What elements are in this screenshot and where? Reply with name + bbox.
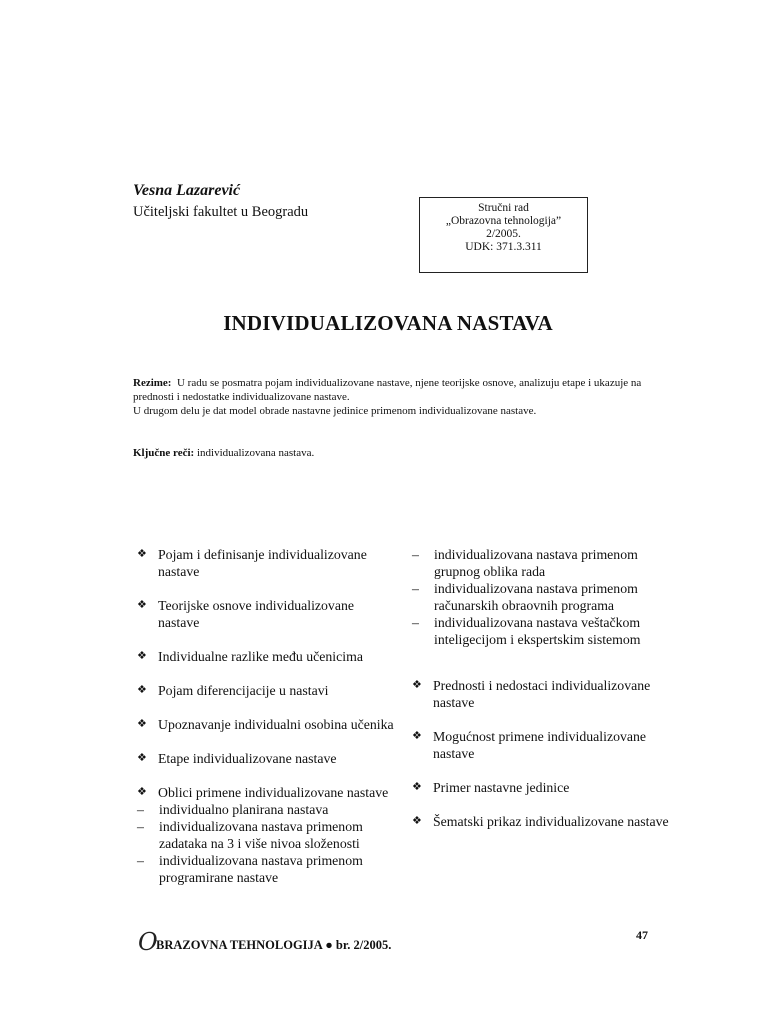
abstract-text-1: U radu se posmatra pojam individualizovane nastave, njene teorijske osnove, analizuju etape i ukazuje na prednosti i nedostatke individualizovane nastave. xyxy=(133,377,642,403)
abstract xyxy=(133,376,648,418)
list-item xyxy=(137,546,397,580)
abstract-text-2: U drugom delu je dat model obrade nastavne jedinice primenom individualizovane nastave. xyxy=(133,405,537,417)
article-type: Stručni rad xyxy=(478,202,529,214)
abstract-label: Rezime: xyxy=(133,377,172,389)
list-item-text: Mogućnost primene individualizovane nastave xyxy=(433,729,647,761)
sub-list-item xyxy=(137,801,397,818)
sub-list-item-text: individualizovana nastava veštačkom inteligecijom i ekspertskim sistemom xyxy=(434,615,641,647)
diamond-bullet-icon: ❖ xyxy=(137,718,147,730)
dash-marker: – xyxy=(137,802,144,817)
diamond-bullet-icon: ❖ xyxy=(137,752,147,764)
list-item-text: Pojam i definisanje individualizovane nastave xyxy=(158,547,367,579)
dash-marker: – xyxy=(412,581,419,596)
page-number: 47 xyxy=(636,928,648,942)
diamond-bullet-icon: ❖ xyxy=(137,786,147,798)
list-item xyxy=(137,648,397,665)
keywords xyxy=(133,447,314,459)
sub-list-item xyxy=(137,852,397,886)
contents-right-column xyxy=(412,546,672,830)
list-item-text: Pojam diferencijacije u nastavi xyxy=(158,683,329,698)
dash-marker: – xyxy=(412,615,419,630)
paper-title: INDIVIDUALIZOVANA NASTAVA xyxy=(223,311,553,335)
article-info-box xyxy=(419,197,588,273)
sub-list-item-text: individualizovana nastava primenom računarskih obraovnih programa xyxy=(434,581,638,613)
list-item-text: Primer nastavne jedinice xyxy=(433,780,570,795)
list-item xyxy=(137,750,397,767)
list-item-text: Upoznavanje individualni osobina učenika xyxy=(158,717,394,732)
list-item xyxy=(412,728,672,762)
sub-list-item-text: individualno planirana nastava xyxy=(159,802,329,817)
dash-marker: – xyxy=(137,853,144,868)
list-item-text: Prednosti i nedostaci individualizovane nastave xyxy=(433,678,651,710)
journal-logo: O xyxy=(138,928,158,956)
diamond-bullet-icon: ❖ xyxy=(137,548,147,560)
diamond-bullet-icon: ❖ xyxy=(137,684,147,696)
list-item xyxy=(412,779,672,796)
dash-marker: – xyxy=(137,819,144,834)
sub-list-item-text: individualizovana nastava primenom zadataka na 3 i više nivoa složenosti xyxy=(159,819,363,851)
diamond-bullet-icon: ❖ xyxy=(412,781,422,793)
diamond-bullet-icon: ❖ xyxy=(412,815,422,827)
footer-journal-name: BRAZOVNA TEHNOLOGIJA ● br. 2/2005. xyxy=(156,938,392,952)
dash-marker: – xyxy=(412,547,419,562)
issue-number: 2/2005. xyxy=(486,228,521,240)
diamond-bullet-icon: ❖ xyxy=(137,650,147,662)
list-item xyxy=(137,716,397,733)
list-item-text: Etape individualizovane nastave xyxy=(158,751,337,766)
sub-list-item xyxy=(412,580,672,614)
keywords-label: Ključne reči: xyxy=(133,447,195,459)
list-item-text: Šematski prikaz individualizovane nastave xyxy=(433,814,669,829)
list-item-text: Oblici primene individualizovane nastave xyxy=(158,785,389,800)
list-item xyxy=(412,813,672,830)
diamond-bullet-icon: ❖ xyxy=(137,599,147,611)
keywords-value: individualizovana nastava. xyxy=(196,447,315,459)
sub-list-item xyxy=(137,818,397,852)
sub-list-item-text: individualizovana nastava primenom programirane nastave xyxy=(159,853,363,885)
author-affiliation: Učiteljski fakultet u Beogradu xyxy=(133,204,309,220)
contents-left-column xyxy=(137,546,397,886)
diamond-bullet-icon: ❖ xyxy=(412,679,422,691)
list-item xyxy=(137,784,397,801)
list-item-text: Teorijske osnove individualizovane nastave xyxy=(158,598,354,630)
sub-list-item xyxy=(412,546,672,580)
page-footer xyxy=(138,928,650,958)
list-item xyxy=(137,682,397,699)
sub-list-item xyxy=(412,614,672,648)
sub-list-item-text: individualizovana nastava primenom grupnog oblika rada xyxy=(434,547,638,579)
list-item xyxy=(137,597,397,631)
journal-name: „Obrazovna tehnologija” xyxy=(445,215,562,227)
udk-code: UDK: 371.3.311 xyxy=(465,241,542,253)
list-item-text: Individualne razlike među učenicima xyxy=(158,649,363,664)
author-name: Vesna Lazarević xyxy=(133,182,241,199)
list-item xyxy=(412,677,672,711)
diamond-bullet-icon: ❖ xyxy=(412,730,422,742)
